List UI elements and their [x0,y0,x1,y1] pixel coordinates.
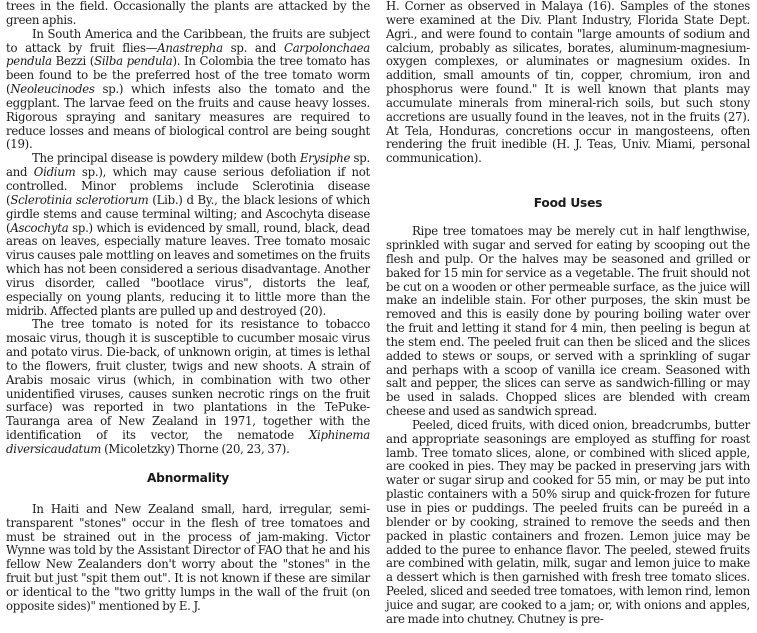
section-heading-food-uses: Food Uses [533,196,603,211]
paragraph-stones: In Haiti and New Zealand small, hard, irregular, semi-transparent "stones" occur in the flesh of tree tomatoes and must be strained out in the process of jam-making. Victor Wynne was told by the Assistant Director of FAO that he and his fellow New Zealanders don't worry about the "stones" in the fruit but just "spit them out". It is not known if these are similar or identical to the "two gritty lumps in the wall of the fruit (on opposite sides)" mentioned by E. J. [6,501,370,613]
paragraph-diseases: The principal disease is powdery mildew (both Erysiphe sp. and Oidium sp.), which may cause serious defoliation if not controlled. Minor problems include Sclerotinia disease (Sclerotinia sclerotiorum (Lib.) d By., the black lesions of which girdle stems and cause terminal wilting; and Ascochyta disease (Ascochyta sp.) which is evidenced by small, round, black, dead areas on leaves, especially mature leaves. Tree tomato mosaic virus causes pale mottling on leaves and sometimes on the fruits which has not been considered a serious disadvantage. Another virus disorder, called "bootlace virus", distorts the leaf, especially on young plants, reducing it to little more than the midrib. Affected plants are pulled up and destroyed (20). [6,151,371,318]
right-column [386,0,750,627]
section-heading-abnormality: Abnormality [146,470,230,485]
paragraph-virus: The tree tomato is noted for its resistance to tobacco mosaic virus, though it is susceptible to cucumber mosaic virus and potato virus. Die-back, of unknown origin, at times is lethal to the flowers, fruit cluster, twigs and new shoots. A strain of Arabis mosaic virus (which, in combination with two other unidentified viruses, causes sunken necrotic rings on the fruit surface) was reported in two plantations in the TePuke-Tauranga area of New Zealand in 1971, together with the identification of its vector, the nematode Xiphinema diversicaudatum (Micoletzky) Thorne (20, 23, 37). [6,317,370,456]
paragraph-stones-continued: H. Corner as observed in Malaya (16). Samples of the stones were examined at the Div. Plant Industry, Florida State Dept. Agri., and were found to contain "large amounts of sodium and calcium, probably as silicates, borates, aluminum-magnesium-oxygen complexes, or aluminates or magnesium oxides. In addition, small amounts of tin, copper, chromium, iron and phosphorus were found." It is well known that plants may accumulate minerals from mineral-rich soils, but such stony accretions are usually found in the leaves, not in the fruits (27). At Tela, Honduras, concretions occur in mangosteens, often rendering the fruit inedible (H. J. Teas, Univ. Miami, personal communication). [386,0,750,166]
paragraph-food-2: Peeled, diced fruits, with diced onion, breadcrumbs, butter and appropriate seasonings are employed as stuffing for roast lamb. Tree tomato slices, alone, or combined with sliced apple, are cooked in pies. They may be packed in preserving jars with water or sugar sirup and cooked for 55 min, or may be put into plastic containers with a 50% sirup and quick-frozen for future use in pies or puddings. The peeled fruits can be pureéd in a blender or by cooking, strained to remove the seeds and then packed in plastic containers and frozen. Lemon juice may be added to the puree to enhance flavor. The peeled, stewed fruits are combined with gelatin, milk, sugar and lemon juice to make a dessert which is then garnished with fresh tree tomato slices. Peeled, sliced and seeded tree tomatoes, with lemon rind, lemon juice and sugar, are cooked to a jam; or, with onions and apples, are made into chutney. Chutney is pre- [386,417,750,626]
left-column [6,0,370,614]
paragraph-pests: In South America and the Caribbean, the fruits are subject to attack by fruit flies—Anastrepha sp. and Carpolonchaea pendula Bezzi (Silba pendula). In Colombia the tree tomato has been found to be the preferred host of the tree tomato worm (Neoleucinodes sp.) which infests also the tomato and the eggplant. The larvae feed on the fruits and cause heavy losses. Rigorous spraying and sanitary measures are required to reduce losses and means of biological control are being sought (19). [6,26,370,152]
paragraph-food-1: Ripe tree tomatoes may be merely cut in half lengthwise, sprinkled with sugar and served for eating by scooping out the flesh and pulp. Or the halves may be seasoned and grilled or baked for 15 min for service as a vegetable. The fruit should not be cut on a wooden or other permeable surface, as the juice will make an indelible stain. For other purposes, the skin must be removed and this is easily done by pouring boiling water over the fruit and letting it stand for 4 min, then peeling is begun at the stem end. The peeled fruit can then be sliced and the slices added to stews or soups, or served with a sprinkling of sugar and perhaps with a scoop of vanilla ice cream. Seasoned with salt and pepper, the slices can serve as sandwich-filling or may be used in salads. Chopped slices are blended with cream cheese and used as sandwich spread. [386,224,750,419]
paragraph: trees in the field. Occasionally the plants are attacked by the green aphis. [6,0,370,27]
